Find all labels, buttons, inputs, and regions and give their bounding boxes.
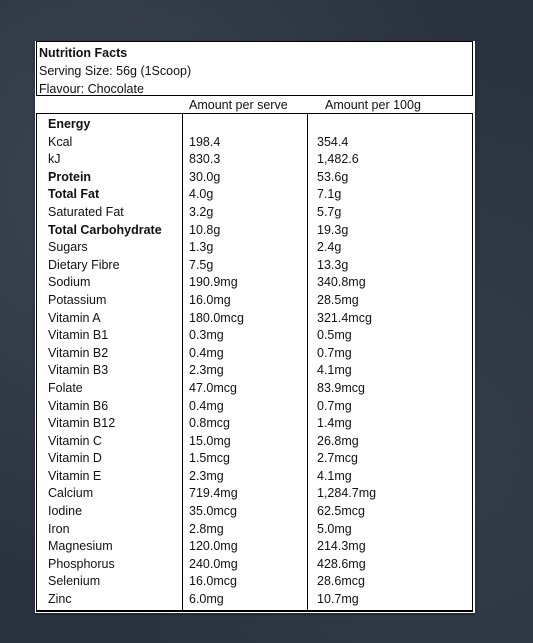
flavour: Flavour: Chocolate: [39, 82, 144, 96]
table-row: [35, 116, 475, 134]
amount-per-serve: 35.0mcg: [189, 504, 237, 519]
amount-per-100g: 214.3mg: [317, 539, 366, 554]
table-row: [35, 169, 475, 187]
amount-per-100g: 28.5mg: [317, 292, 359, 307]
nutrient-name: Vitamin B2: [48, 345, 109, 360]
table-row: [35, 257, 475, 275]
table-row: [35, 151, 475, 169]
amount-per-100g: 7.1g: [317, 187, 342, 202]
amount-per-serve: 47.0mcg: [189, 380, 237, 395]
amount-per-serve: 2.3mg: [189, 363, 224, 378]
amount-per-serve: 7.5g: [189, 257, 214, 272]
table-row: [35, 503, 475, 521]
nutrient-name: Vitamin D: [48, 451, 102, 466]
nutrient-name: Dietary Fibre: [48, 257, 120, 272]
nutrient-name: Folate: [48, 380, 83, 395]
table-row: [35, 186, 475, 204]
amount-per-serve: 2.3mg: [189, 468, 224, 483]
nutrient-name: Vitamin A: [48, 310, 101, 325]
label-title: Nutrition Facts: [39, 46, 128, 60]
column-header-per-serve: Amount per serve: [189, 98, 288, 112]
nutrient-name: Kcal: [48, 134, 73, 149]
nutrient-name: Vitamin C: [48, 433, 102, 448]
nutrient-name: Zinc: [48, 592, 72, 607]
amount-per-serve: 120.0mg: [189, 539, 238, 554]
table-row: [35, 345, 475, 363]
nutrient-name: Sugars: [48, 240, 88, 255]
table-row: [35, 433, 475, 451]
amount-per-100g: 28.6mcg: [317, 574, 365, 589]
amount-per-serve: 16.0mg: [189, 292, 231, 307]
amount-per-100g: 4.1mg: [317, 363, 352, 378]
label-header: [36, 41, 473, 96]
amount-per-serve: 0.8mcg: [189, 416, 230, 431]
amount-per-serve: 1.5mcg: [189, 451, 230, 466]
table-row: [35, 310, 475, 328]
table-row: [35, 415, 475, 433]
nutrient-name: Vitamin B12: [48, 416, 116, 431]
amount-per-100g: 10.7mg: [317, 592, 359, 607]
nutrient-rows: [35, 116, 475, 609]
amount-per-serve: 16.0mcg: [189, 574, 237, 589]
table-row: [35, 450, 475, 468]
nutrient-name: Vitamin B3: [48, 363, 109, 378]
amount-per-serve: 3.2g: [189, 204, 214, 219]
nutrient-name: Phosphorus: [48, 556, 115, 571]
column-header-per-100g: Amount per 100g: [325, 98, 421, 112]
amount-per-serve: 15.0mg: [189, 433, 231, 448]
amount-per-100g: 0.7mg: [317, 345, 352, 360]
amount-per-100g: 1.4mg: [317, 416, 352, 431]
table-row: [35, 362, 475, 380]
amount-per-100g: 4.1mg: [317, 468, 352, 483]
amount-per-100g: 1,284.7mg: [317, 486, 377, 501]
nutrient-name: Total Fat: [48, 187, 100, 202]
nutrition-label: [35, 41, 475, 613]
amount-per-100g: 62.5mcg: [317, 504, 365, 519]
amount-per-serve: 6.0mg: [189, 592, 224, 607]
nutrient-name: kJ: [48, 152, 61, 167]
nutrient-name: Potassium: [48, 292, 107, 307]
amount-per-serve: 0.4mg: [189, 345, 224, 360]
amount-per-serve: 240.0mg: [189, 556, 238, 571]
amount-per-serve: 1.3g: [189, 240, 214, 255]
table-row: [35, 380, 475, 398]
serving-size: Serving Size: 56g (1Scoop): [39, 64, 192, 78]
nutrient-name: Total Carbohydrate: [48, 222, 162, 237]
table-row: [35, 134, 475, 152]
table-row: [35, 222, 475, 240]
table-row: [35, 591, 475, 609]
amount-per-100g: 19.3g: [317, 222, 349, 237]
amount-per-100g: 0.5mg: [317, 328, 352, 343]
nutrient-name: Iron: [48, 521, 70, 536]
table-row: [35, 239, 475, 257]
table-row: [35, 204, 475, 222]
amount-per-100g: 2.7mcg: [317, 451, 358, 466]
nutrient-name: Vitamin E: [48, 468, 102, 483]
amount-per-serve: 30.0g: [189, 169, 221, 184]
amount-per-100g: 5.7g: [317, 204, 342, 219]
amount-per-100g: 428.6mg: [317, 556, 366, 571]
nutrient-name: Energy: [48, 117, 91, 131]
amount-per-serve: 719.4mg: [189, 486, 238, 501]
amount-per-100g: 354.4: [317, 134, 349, 149]
column-headers: [183, 96, 473, 114]
nutrient-name: Iodine: [48, 504, 83, 519]
nutrient-name: Magnesium: [48, 539, 113, 554]
amount-per-100g: 26.8mg: [317, 433, 359, 448]
amount-per-100g: 2.4g: [317, 240, 342, 255]
amount-per-100g: 340.8mg: [317, 275, 366, 290]
table-row: [35, 327, 475, 345]
table-row: [35, 398, 475, 416]
nutrient-name: Calcium: [48, 486, 94, 501]
table-row: [35, 521, 475, 539]
amount-per-serve: 180.0mcg: [189, 310, 244, 325]
nutrient-name: Protein: [48, 169, 92, 184]
nutrient-name: Vitamin B1: [48, 328, 109, 343]
nutrient-name: Selenium: [48, 574, 101, 589]
amount-per-100g: 83.9mcg: [317, 380, 365, 395]
amount-per-serve: 10.8g: [189, 222, 221, 237]
amount-per-serve: 830.3: [189, 152, 221, 167]
table-row: [35, 274, 475, 292]
amount-per-100g: 1,482.6: [317, 152, 359, 167]
table-row: [35, 538, 475, 556]
amount-per-100g: 53.6g: [317, 169, 349, 184]
amount-per-100g: 321.4mcg: [317, 310, 372, 325]
nutrient-name: Vitamin B6: [48, 398, 109, 413]
table-row: [35, 485, 475, 503]
amount-per-serve: 0.4mg: [189, 398, 224, 413]
nutrient-name: Saturated Fat: [48, 204, 124, 219]
amount-per-serve: 198.4: [189, 134, 221, 149]
amount-per-serve: 0.3mg: [189, 328, 224, 343]
amount-per-100g: 5.0mg: [317, 521, 352, 536]
table-row: [35, 556, 475, 574]
amount-per-100g: 13.3g: [317, 257, 349, 272]
amount-per-serve: 190.9mg: [189, 275, 238, 290]
amount-per-serve: 4.0g: [189, 187, 214, 202]
amount-per-serve: 2.8mg: [189, 521, 224, 536]
table-row: [35, 292, 475, 310]
nutrient-name: Sodium: [48, 275, 91, 290]
table-row: [35, 468, 475, 486]
table-row: [35, 573, 475, 591]
amount-per-100g: 0.7mg: [317, 398, 352, 413]
